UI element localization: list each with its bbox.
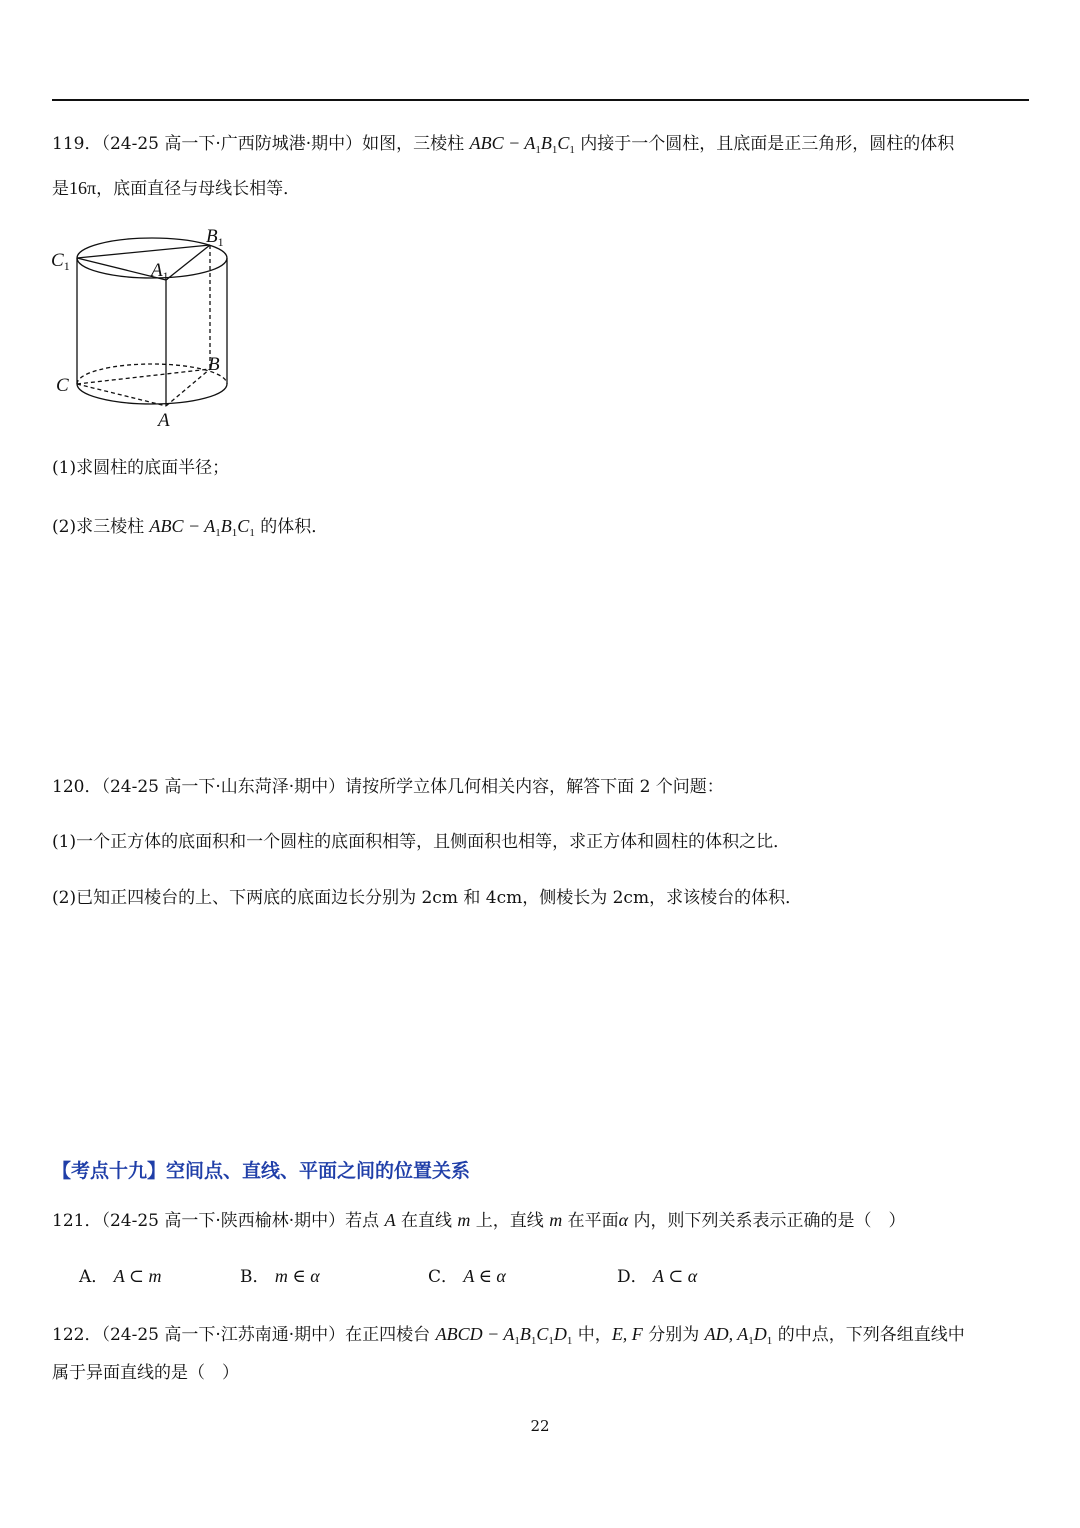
q119-line2: 是16π，底面直径与母线长相等． [52,178,301,199]
q119-part1: (1)求圆柱的底面半径； [52,458,230,478]
q122-line2: 属于异面直线的是（ ） [52,1363,239,1383]
q121-option-d[interactable]: D． A ⊂ α [617,1266,698,1287]
q120-part2: (2)已知正四棱台的上、下两底的底面边长分别为 2cm 和 4cm，侧棱长为 2cm，求该棱台的体积． [52,888,803,908]
page-number: 22 [530,1417,550,1435]
label-c: C [56,375,69,396]
q120-line1: 120．（24-25 高一下·山东菏泽·期中）请按所学立体几何相关内容，解答下面 2 个问题： [52,777,724,797]
label-c1: $C_1$ [51,250,70,273]
label-a: A [158,410,170,431]
section-title: 【考点十九】空间点、直线、平面之间的位置关系 [52,1160,471,1182]
q121-option-a[interactable]: A． A ⊂ m [79,1266,162,1287]
q119-part2: (2)求三棱柱 ABC − $A_1B_1C_1$ 的体积． [52,516,329,539]
label-b: B [208,354,220,375]
q120-part1: (1)一个正方体的底面积和一个圆柱的底面积相等，且侧面积也相等，求正方体和圆柱的体积之比． [52,832,791,852]
header-rule [52,99,1029,101]
label-a1: $A_1$ [151,260,169,283]
q121-option-b[interactable]: B． m ∈ α [240,1266,320,1287]
label-b1: $B_1$ [206,226,224,249]
cylinder-prism-figure [45,222,245,437]
q119-line1: 119．（24-25 高一下·广西防城港·期中）如图，三棱柱 ABC − $A_1B_1C_1$ 内接于一个圆柱，且底面是正三角形，圆柱的体积 [52,133,955,156]
q121-line1: 121．（24-25 高一下·陕西榆林·期中）若点 A 在直线 m 上，直线 m 在平面α 内，则下列关系表示正确的是（ ） [52,1210,906,1231]
q122-line1: 122．（24-25 高一下·江苏南通·期中）在正四棱台 ABCD − $A_1B_1C_1D_1$ 中，E, F 分别为 AD, $A_1D_1$ 的中点，下列各组直线中 [52,1324,965,1347]
q121-option-c[interactable]: C． A ∈ α [428,1266,506,1287]
prism-name: ABC − $A_1B_1C_1$ [469,133,575,156]
